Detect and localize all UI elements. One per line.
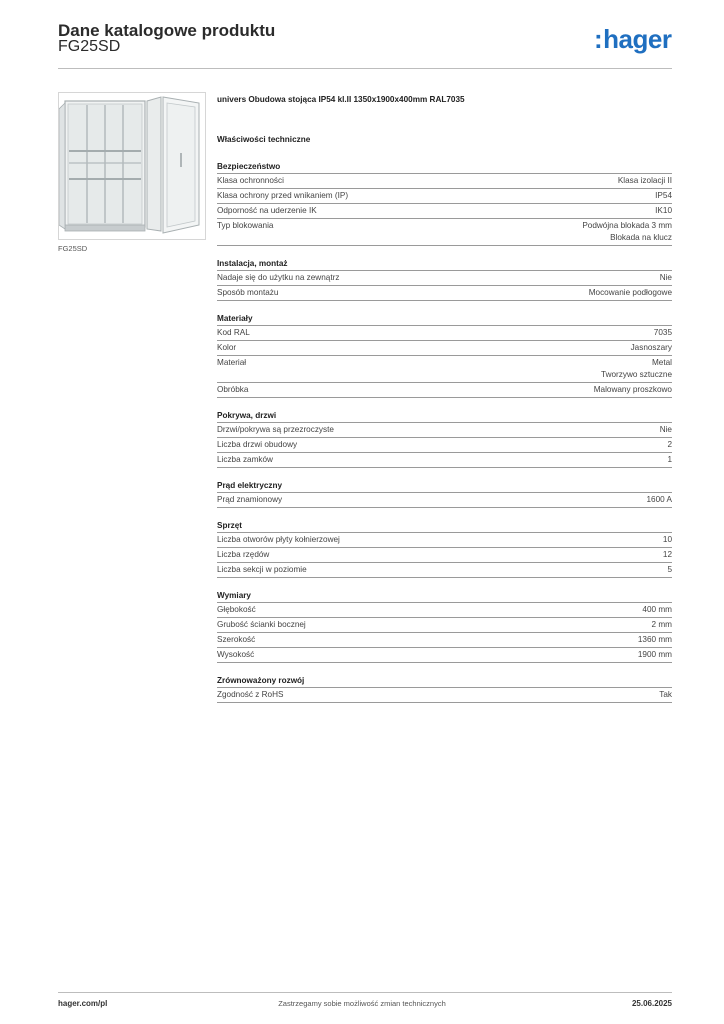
spec-row [217, 688, 672, 703]
spec-value [660, 272, 672, 284]
logo-text: hager [603, 24, 672, 54]
spec-label: Wysokość [217, 650, 255, 659]
spec-row [217, 633, 672, 648]
spec-value [659, 689, 672, 701]
spec-content [217, 94, 672, 714]
spec-value-line: Tworzywo sztuczne [601, 370, 672, 379]
technical-properties-heading: Właściwości techniczne [217, 135, 311, 144]
spec-value [667, 564, 672, 576]
spec-label: Sposób montażu [217, 288, 279, 297]
spec-label: Klasa ochronności [217, 176, 284, 185]
spec-value-line: 1900 mm [637, 650, 672, 659]
spec-value [638, 634, 672, 646]
spec-value-line: 2 mm [651, 620, 672, 629]
spec-label: Liczba drzwi obudowy [217, 440, 298, 449]
page-title: Dane katalogowe produktu [58, 21, 276, 40]
spec-value [642, 604, 672, 616]
spec-section [217, 674, 672, 703]
spec-value-line: Nie [659, 273, 672, 282]
spec-value [660, 424, 672, 436]
spec-value [638, 649, 672, 661]
spec-row [217, 286, 672, 301]
spec-value [667, 454, 672, 466]
spec-value-line: Tak [659, 690, 672, 699]
spec-row [217, 174, 672, 189]
footer-divider [58, 992, 672, 993]
spec-label: Obróbka [217, 385, 249, 394]
spec-label: Typ blokowania [217, 221, 274, 230]
section-title: Zrównoważony rozwój [217, 674, 672, 688]
spec-value [582, 220, 672, 244]
spec-label: Drzwi/pokrywa są przezroczyste [217, 425, 334, 434]
spec-label: Prąd znamionowy [217, 495, 283, 504]
spec-row [217, 438, 672, 453]
spec-value [652, 619, 672, 631]
spec-value-line: 400 mm [642, 605, 672, 614]
spec-label: Liczba rzędów [217, 550, 270, 559]
spec-row [217, 204, 672, 219]
section-title: Prąd elektryczny [217, 479, 672, 493]
spec-row [217, 548, 672, 563]
spec-value [663, 534, 672, 546]
spec-row [217, 219, 672, 246]
spec-value [618, 175, 672, 187]
footer-notice: Zastrzegamy sobie możliwość zmian technicznych [278, 999, 446, 1008]
spec-label: Klasa ochrony przed wnikaniem (IP) [217, 191, 349, 200]
spec-value-line: Mocowanie podłogowe [588, 288, 672, 297]
spec-section [217, 519, 672, 578]
spec-value-line: Metal [651, 358, 672, 367]
section-title: Instalacja, montaż [217, 257, 672, 271]
spec-value-line: 10 [662, 535, 672, 544]
spec-label: Nadaje się do użytku na zewnątrz [217, 273, 340, 282]
spec-label: Szerokość [217, 635, 256, 644]
spec-value-line: Podwójna blokada 3 mm [582, 221, 672, 230]
spec-row [217, 453, 672, 468]
spec-label: Materiał [217, 358, 247, 367]
product-code: FG25SD [58, 38, 121, 55]
spec-value [601, 357, 672, 381]
spec-value-line: 7035 [653, 328, 672, 337]
spec-section [217, 312, 672, 398]
spec-row [217, 383, 672, 398]
cabinet-illustration [59, 93, 205, 239]
spec-value-line: Malowany proszkowo [593, 385, 672, 394]
spec-label: Kod RAL [217, 328, 250, 337]
spec-value-line: Blokada na klucz [610, 233, 672, 242]
section-title: Bezpieczeństwo [217, 160, 672, 174]
spec-value [589, 287, 672, 299]
footer-website-link[interactable]: hager.com/pl [58, 999, 108, 1008]
spec-value [654, 327, 672, 339]
spec-row [217, 618, 672, 633]
spec-row [217, 533, 672, 548]
spec-row [217, 603, 672, 618]
spec-value [655, 190, 672, 202]
spec-row [217, 271, 672, 286]
product-name: univers Obudowa stojąca IP54 kl.II 1350x1900x400mm RAL7035 [217, 95, 465, 104]
section-title: Sprzęt [217, 519, 672, 533]
footer-date: 25.06.2025 [631, 999, 672, 1008]
spec-row [217, 563, 672, 578]
spec-section [217, 589, 672, 663]
spec-value [647, 494, 673, 506]
spec-value [631, 342, 672, 354]
spec-row [217, 648, 672, 663]
section-title: Materiały [217, 312, 672, 326]
spec-section [217, 479, 672, 508]
spec-row [217, 341, 672, 356]
spec-row [217, 189, 672, 204]
spec-value-line: IP54 [655, 191, 672, 200]
spec-value-line: 1360 mm [637, 635, 672, 644]
spec-section [217, 257, 672, 301]
spec-sections [217, 160, 672, 703]
spec-section [217, 160, 672, 246]
spec-value-line: Jasnoszary [630, 343, 672, 352]
spec-row [217, 493, 672, 508]
section-title: Wymiary [217, 589, 672, 603]
spec-value-line: 12 [662, 550, 672, 559]
spec-label: Kolor [217, 343, 237, 352]
spec-value [667, 439, 672, 451]
spec-label: Odporność na uderzenie IK [217, 206, 317, 215]
spec-value-line: 1600 A [646, 495, 672, 504]
spec-value [663, 549, 672, 561]
spec-value-line: 5 [667, 565, 672, 574]
spec-value [594, 384, 672, 396]
header-divider [58, 68, 672, 69]
spec-value-line: IK10 [655, 206, 672, 215]
spec-value [655, 205, 672, 217]
spec-row [217, 326, 672, 341]
spec-label: Głębokość [217, 605, 256, 614]
spec-label: Liczba zamków [217, 455, 273, 464]
product-image [58, 92, 206, 240]
spec-label: Liczba otworów płyty kołnierzowej [217, 535, 340, 544]
hager-logo[interactable]: :hager [594, 24, 672, 54]
spec-row [217, 356, 672, 383]
spec-label: Liczba sekcji w poziomie [217, 565, 307, 574]
spec-value-line: 1 [667, 455, 672, 464]
spec-value-line: Klasa izolacji II [617, 176, 672, 185]
spec-value-line: Nie [659, 425, 672, 434]
spec-label: Grubość ścianki bocznej [217, 620, 306, 629]
spec-section [217, 409, 672, 468]
spec-value-line: 2 [667, 440, 672, 449]
section-title: Pokrywa, drzwi [217, 409, 672, 423]
image-caption: FG25SD [58, 244, 88, 253]
spec-row [217, 423, 672, 438]
spec-label: Zgodność z RoHS [217, 690, 284, 699]
